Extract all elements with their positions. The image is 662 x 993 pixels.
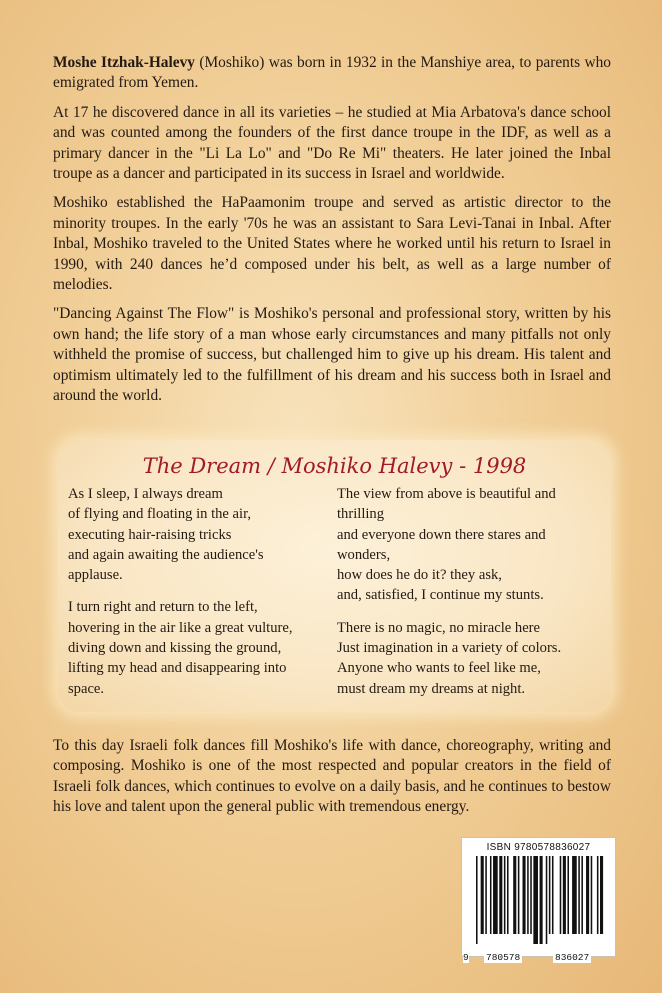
bio-paragraph-4: "Dancing Against The Flow" is Moshiko's personal and professional story, written by his own hand; the life story of a man whose early circumstances and many pitfalls not only withheld the promise of success, but challenged him to give up his dream. His talent and optimism ultimately led to the fulfillment of his dream and his success both in Israel and around the world.: [53, 305, 611, 405]
poem-line: applause.: [68, 567, 123, 584]
isbn-barcode: [461, 837, 616, 963]
barcode-bar: [518, 856, 520, 934]
poem-line: Anyone who wants to feel like me,: [337, 660, 541, 677]
poem-line: of flying and floating in the air,: [68, 506, 252, 523]
barcode-bar: [490, 856, 492, 934]
barcode-digits-right: 836027: [555, 952, 590, 963]
barcode-bar: [481, 856, 484, 934]
poem-line: Just imagination in a variety of colors.: [337, 640, 562, 657]
poem-line: wonders,: [337, 546, 391, 563]
poem-line: and everyone down there stares and: [337, 526, 546, 543]
poem-panel: [58, 440, 611, 712]
barcode-bar: [530, 856, 532, 934]
poem-column-left: [68, 484, 330, 711]
barcode-bar: [560, 856, 562, 934]
barcode-bar: [563, 856, 566, 934]
poem-stanza: [337, 484, 599, 606]
barcode-bar: [504, 856, 506, 934]
barcode-bar: [578, 856, 580, 934]
poem-line: There is no magic, no miracle here: [337, 619, 541, 636]
barcode-bar: [591, 856, 593, 934]
poem-line: and, satisfied, I continue my stunts.: [337, 587, 544, 604]
bio-paragraph-3: Moshiko established the HaPaamonim troupe and served as artistic director to the minority troupes. In the early '70s he was an assistant to Sara Levi-Tanai in Inbal. After Inbal, Moshiko traveled to the United States where he worked until his return to Israel in 1990, with 240 dances he’d composed under his belt, as well as a large number of melodies.: [53, 194, 611, 294]
closing-paragraph: To this day Israeli folk dances fill Moshiko's life with dance, choreography, writing and composing. Moshiko is one of the most respected and popular creators in the field of Israeli folk dances, which continues to evolve on a daily basis, and he continues to bestow his love and talent upon the general public with tremendous energy.: [53, 737, 611, 816]
barcode-bar: [549, 856, 551, 934]
poem-stanza: [68, 597, 330, 698]
barcode-bar: [533, 856, 538, 944]
barcode-bar: [586, 856, 589, 934]
poem-line: must dream my dreams at night.: [337, 680, 526, 697]
barcode-bar: [581, 856, 583, 934]
biography: [53, 53, 611, 416]
barcode-bar: [476, 856, 478, 944]
barcode-bar: [513, 856, 516, 934]
barcode-bar: [485, 856, 487, 934]
barcode-bar: [523, 856, 526, 934]
poem-column-right: [337, 484, 599, 711]
poem-line: diving down and kissing the ground,: [68, 640, 282, 657]
barcode-bar: [546, 856, 548, 944]
barcode-bars: [470, 856, 609, 944]
poem-line: executing hair-raising tricks: [68, 526, 232, 543]
barcode-digit-lead: 9: [463, 952, 469, 963]
poem-line: The view from above is beautiful and: [337, 486, 556, 502]
poem-stanza: [68, 484, 330, 585]
barcode-bar: [552, 856, 554, 934]
poem-line: I turn right and return to the left,: [68, 599, 258, 616]
barcode-bar: [572, 856, 577, 934]
bio-paragraph-2: At 17 he discovered dance in all its varieties – he studied at Mia Arbatova's dance school and was counted among the founders of the first dance troupe in the IDF, as well as a primary dancer in the "Li La Lo" and "Do Re Mi" theaters. He later joined the Inbal troupe as a dancer and participated in its success in Israel and worldwide.: [53, 103, 611, 183]
barcode-bar: [499, 856, 502, 934]
barcode-digits-left: 780578: [486, 952, 521, 963]
poem-line: and again awaiting the audience's: [68, 546, 264, 563]
poem-line: space.: [68, 680, 105, 697]
barcode-bar: [507, 856, 509, 934]
barcode-bar: [493, 856, 498, 934]
bio-paragraph-1-text: (Moshiko) was born in 1932 in the Manshiye area, to parents who emigrated from Yemen.: [53, 54, 611, 92]
barcode-bar: [567, 856, 569, 934]
barcode-bar: [527, 856, 529, 934]
poem-line: As I sleep, I always dream: [68, 486, 223, 502]
poem-title: The Dream / Moshiko Halevy - 1998: [142, 454, 527, 478]
poem-line: lifting my head and disappearing into: [68, 660, 287, 677]
isbn-label: ISBN 9780578836027: [486, 842, 591, 853]
poem-line: thrilling: [337, 506, 385, 523]
bio-paragraph-1: [53, 53, 611, 94]
barcode-bar: [597, 856, 599, 934]
barcode-bar: [540, 856, 543, 944]
barcode-bar: [600, 856, 603, 934]
author-name: Moshe Itzhak-Halevy: [53, 54, 196, 71]
poem-line: hovering in the air like a great vulture,: [68, 619, 293, 636]
poem-line: how does he do it? they ask,: [337, 567, 502, 584]
poem-stanza: [337, 618, 599, 699]
